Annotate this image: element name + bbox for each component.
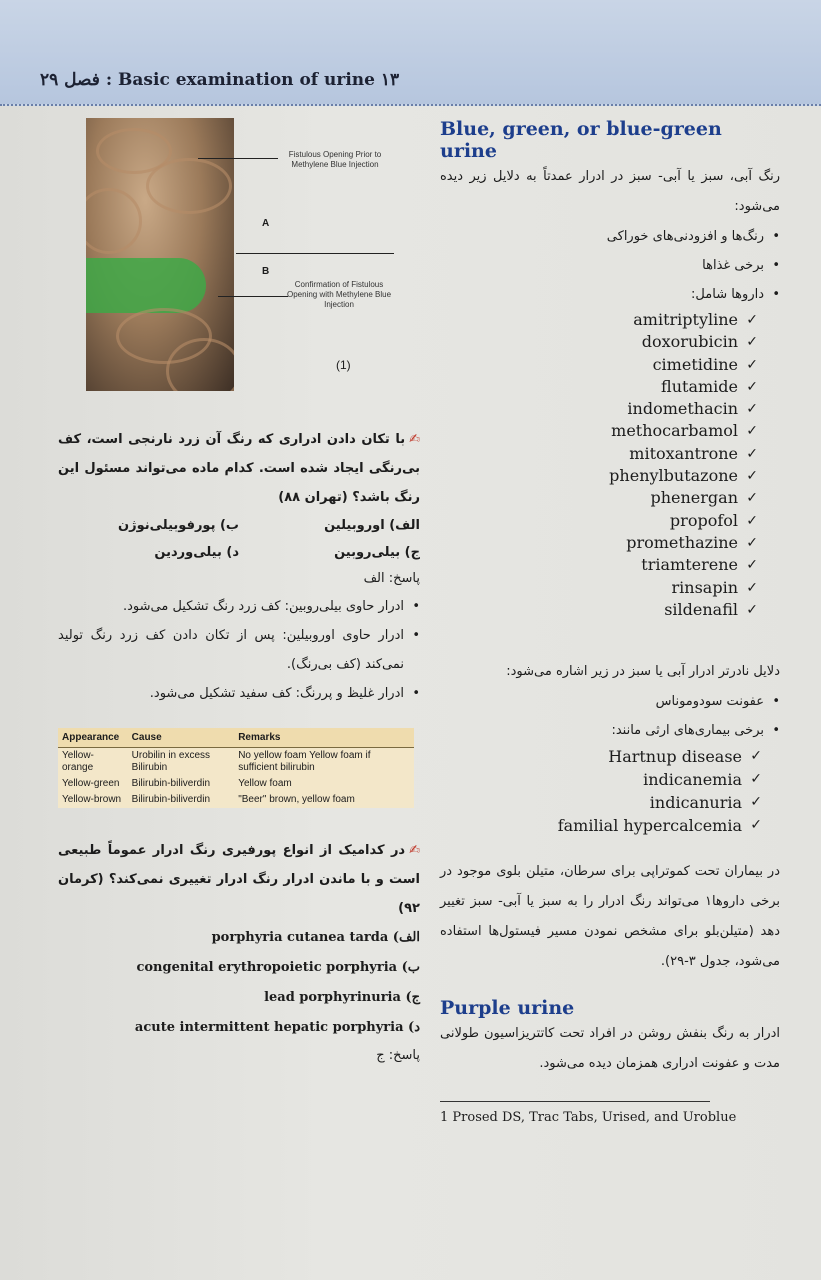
disease-item: Hartnup disease ✓ <box>440 745 770 768</box>
option-d: د) بیلی‌وردین <box>154 545 239 560</box>
drug-item: sildenafil ✓ <box>440 599 760 621</box>
disease-list <box>440 745 770 837</box>
list-item: • ادرار حاوی اوروبیلین: پس از تکان دادن کف زرد رنگ تولید نمی‌کند (کف بی‌رنگ). <box>58 621 420 679</box>
table-header: Cause <box>128 728 235 748</box>
table-cell: Urobilin in excess Bilirubin <box>131 750 211 773</box>
disease-item: indicanemia ✓ <box>440 768 770 791</box>
disease-item: familial hypercalcemia ✓ <box>440 814 770 837</box>
table-row <box>58 776 414 792</box>
annotation-bottom: Confirmation of Fistulous Opening with Methylene Blue Injection <box>286 280 392 309</box>
drug-item: mitoxantrone ✓ <box>440 443 760 465</box>
blue-intro: رنگ آبی، سبز یا آبی- سبز در ادرار عمدتاً به دلایل زیر دیده می‌شود: <box>440 169 780 214</box>
list-item: • برخی غذاها <box>440 251 780 280</box>
table-cell: Bilirubin-biliverdin <box>131 794 211 805</box>
footnote-divider <box>440 1101 710 1102</box>
drug-item: propofol ✓ <box>440 510 760 532</box>
label-a: A <box>262 218 270 229</box>
blue-causes <box>440 222 780 309</box>
pencil-icon: ✍ <box>409 843 420 858</box>
table-cell: No yellow foam Yellow foam if sufficient bilirubin <box>238 750 371 773</box>
urine-color-table <box>58 728 414 808</box>
section-heading-blue: Blue, green, or blue-green urine <box>440 118 722 162</box>
list-item: • ادرار غلیظ و پررنگ: کف سفید تشکیل می‌شود. <box>58 679 420 708</box>
question-2-option-c: ج) lead porphyrinuria <box>264 990 420 1005</box>
table-row <box>58 748 414 777</box>
left-column <box>58 118 420 1069</box>
list-item: • عفونت سودوموناس <box>440 687 780 716</box>
section-heading-purple: Purple urine <box>440 997 575 1020</box>
table-cell: Yellow-orange <box>62 750 94 773</box>
question-2-option-b: ب) congenital erythropoietic porphyria <box>136 960 420 975</box>
question-2: ✍در کدامیک از انواع پورفیری رنگ ادرار عموماً طبیعی است و با ماندن ادرار رنگ ادرار تغییری نمی‌کند؟ (کرمان ۹۲) <box>58 836 420 923</box>
list-item: • داروها شامل: <box>440 280 780 309</box>
rare-causes <box>440 687 780 745</box>
drug-item: doxorubicin ✓ <box>440 331 760 353</box>
question-1-bullets <box>58 592 420 708</box>
table-cell: Bilirubin-biliverdin <box>131 778 211 789</box>
rare-intro: دلایل نادرتر ادرار آبی یا سبز در زیر اشاره می‌شود: <box>506 664 780 680</box>
chapter-title: فصل ۲۹ : Basic examination of urine ۱۳ <box>40 70 400 90</box>
question-2-option-d: د) acute intermittent hepatic porphyria <box>134 1020 420 1035</box>
methylene-blue-area <box>86 258 206 313</box>
table-cell: Yellow-brown <box>62 794 122 805</box>
table-header: Appearance <box>58 728 128 748</box>
figure-endoscopy <box>58 118 420 393</box>
table-cell: Yellow foam <box>238 778 292 789</box>
drug-list <box>440 309 760 621</box>
annotation-top: Fistulous Opening Prior to Methylene Blue Injection <box>288 150 382 169</box>
option-a: الف) اوروبیلین <box>324 518 420 533</box>
table-cell: "Beer" brown, yellow foam <box>238 794 355 805</box>
list-item: • برخی بیماری‌های ارثی مانند: <box>440 716 780 745</box>
drug-item: flutamide ✓ <box>440 376 760 398</box>
question-1: ✍با تکان دادن ادراری که رنگ آن زرد نارنجی است، کف بی‌رنگی ایجاد شده است. کدام ماده می‌تواند مسئول این رنگ باشد؟ (تهران ۸۸) <box>58 425 420 512</box>
drug-item: phenylbutazone ✓ <box>440 465 760 487</box>
list-item: • ادرار حاوی بیلی‌روبین: کف زرد رنگ تشکیل می‌شود. <box>58 592 420 621</box>
right-column <box>440 118 780 1125</box>
arrow-top <box>198 158 278 159</box>
drug-item: promethazine ✓ <box>440 532 760 554</box>
drug-item: triamterene ✓ <box>440 554 760 576</box>
purple-paragraph: ادرار به رنگ بنفش روشن در افراد تحت کاتتریزاسیون طولانی مدت و عفونت ادراری همزمان دیده می‌شود. <box>440 1026 780 1072</box>
drug-item: phenergan ✓ <box>440 487 760 509</box>
option-b: ب) پورفوبیلی‌نوژن <box>118 518 239 533</box>
drug-item: cimetidine ✓ <box>440 354 760 376</box>
table-row <box>58 792 414 808</box>
arrow-bottom <box>218 296 288 297</box>
pencil-icon: ✍ <box>409 432 420 447</box>
question-1-options <box>58 512 420 566</box>
drug-item: methocarbamol ✓ <box>440 420 760 442</box>
option-c: ج) بیلی‌روبین <box>334 545 420 560</box>
question-2-option-a: الف) porphyria cutanea tarda <box>211 930 420 945</box>
label-b: B <box>262 266 270 277</box>
table-header: Remarks <box>234 728 414 748</box>
drug-item: amitriptyline ✓ <box>440 309 760 331</box>
list-item: • رنگ‌ها و افزودنی‌های خوراکی <box>440 222 780 251</box>
question-1-answer: پاسخ: الف <box>363 571 420 586</box>
disease-item: indicanuria ✓ <box>440 791 770 814</box>
figure-caption: (1) <box>336 358 351 372</box>
question-2-answer: پاسخ: ج <box>376 1048 420 1063</box>
drug-item: indomethacin ✓ <box>440 398 760 420</box>
table-header-row <box>58 728 414 748</box>
table-cell: Yellow-green <box>62 778 120 789</box>
page-header <box>0 0 821 106</box>
drug-item: rinsapin ✓ <box>440 577 760 599</box>
footnote: 1 Prosed DS, Trac Tabs, Urised, and Uroblue <box>440 1110 737 1126</box>
divider-line <box>236 253 394 254</box>
methylene-paragraph: در بیماران تحت کموتراپی برای سرطان، متیلن بلوی موجود در برخی داروها۱ می‌تواند رنگ ادرار را به سبز یا آبی- سبز تغییر دهد (متیلن‌بلو برای مشخص نمودن مسیر فیستول‌ها استفاده می‌شود، جدول ۳-۲۹). <box>440 864 780 970</box>
